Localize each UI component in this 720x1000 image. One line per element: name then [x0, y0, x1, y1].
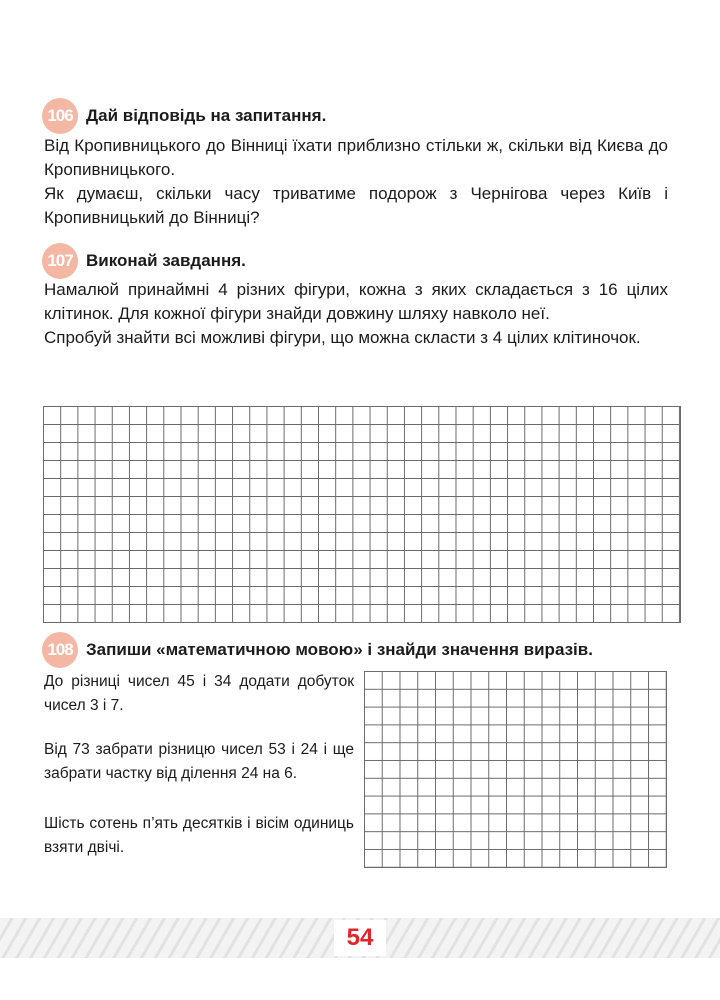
answer-grid-108[interactable]: [364, 671, 667, 868]
task-number-badge: 106: [42, 98, 78, 134]
task-108-item-1: До різниці чисел 45 і 34 додати добуток чисел 3 і 7.: [44, 673, 354, 714]
task-108-header: [42, 632, 593, 668]
task-108-title: Запиши «математичною мовою» і знайди значення виразів.: [86, 640, 593, 659]
page-number: 54: [334, 920, 386, 956]
task-108-item-2: Від 73 забрати різницю чисел 53 і 24 і ще забрати частку від ділення 24 на 6.: [44, 741, 354, 782]
task-107-title: Виконай завдання.: [86, 251, 246, 270]
task-106-line-1: Від Кропивницького до Вінниці їхати приблизно стільки ж, скільки від Києва до Кропивницького.: [44, 136, 668, 179]
task-106-text: [44, 134, 668, 230]
task-108-item-3: Шість сотень п’ять десятків і вісім одиниць взяти двічі.: [44, 815, 354, 856]
task-number-badge: 108: [42, 632, 78, 668]
task-106-header: [42, 98, 326, 134]
task-106-line-2: Як думаєш, скільки часу триватиме подорож з Чернігова через Київ і Кропивницький до Вінниці?: [44, 184, 668, 227]
task-number-badge: 107: [42, 243, 78, 279]
drawing-grid-107[interactable]: [43, 406, 681, 623]
task-107-line-1: Намалюй принаймні 4 різних фігури, кожна з яких складається з 16 цілих клітинок. Для кожної фігури знайди довжину шляху навколо неї.: [44, 280, 668, 323]
task-107-line-2: Спробуй знайти всі можливі фігури, що можна скласти з 4 цілих клітиночок.: [44, 328, 641, 347]
task-106-title: Дай відповідь на запитання.: [86, 106, 327, 125]
task-107-text: [44, 278, 668, 350]
task-107-header: [42, 243, 246, 279]
